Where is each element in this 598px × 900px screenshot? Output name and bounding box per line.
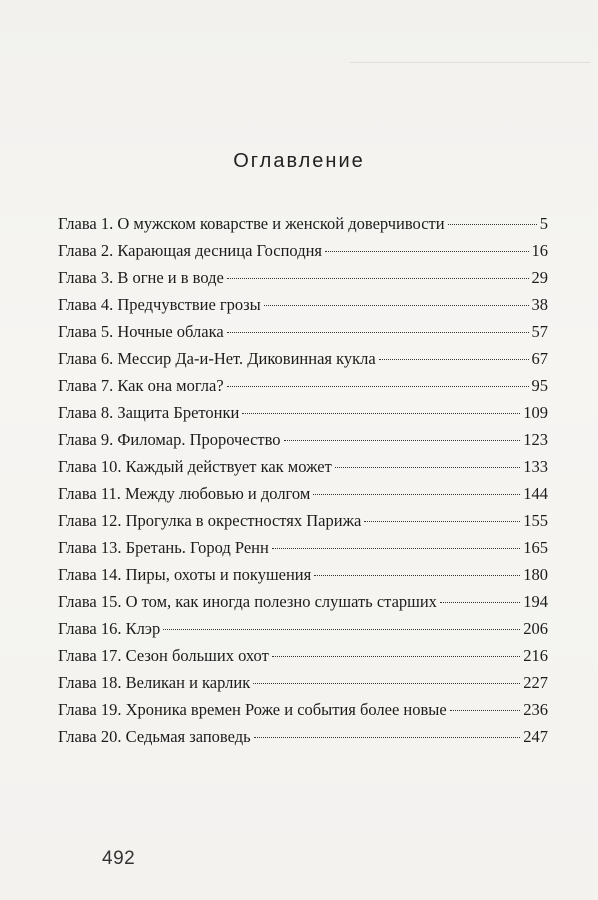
toc-entry-page: 216 [523,646,548,665]
toc-heading: Оглавление [233,150,365,172]
toc-entry-title: Глава 7. Как она могла? [58,376,224,395]
toc-dot-leader [254,737,521,738]
toc-entry-page: 180 [523,565,548,584]
toc-entry-title: Глава 20. Седьмая заповедь [58,727,251,746]
toc-entry [58,615,548,642]
toc-entry [58,642,548,669]
toc-dot-leader [253,683,520,684]
table-of-contents [58,210,548,750]
toc-entry-title: Глава 6. Мессир Да-и-Нет. Диковинная кукла [58,349,376,368]
toc-entry-title: Глава 15. О том, как иногда полезно слушать старших [58,592,437,611]
toc-entry-title: Глава 14. Пиры, охоты и покушения [58,565,312,584]
toc-entry-title: Глава 5. Ночные облака [58,322,224,341]
toc-entry [58,345,548,372]
toc-entry-page: 206 [523,619,548,638]
toc-entry [58,210,548,237]
toc-entry [58,588,548,615]
toc-dot-leader [314,575,520,576]
toc-entry-page: 5 [539,214,548,233]
toc-entry-title: Глава 13. Бретань. Город Ренн [58,538,269,557]
toc-entry-page: 133 [523,457,548,476]
toc-dot-leader [227,386,529,387]
toc-entry-title: Глава 4. Предчувствие грозы [58,295,261,314]
toc-entry-title: Глава 8. Защита Бретонки [58,403,240,422]
toc-dot-leader [272,656,520,657]
toc-entry [58,318,548,345]
toc-entry-title: Глава 17. Сезон больших охот [58,646,269,665]
toc-entry [58,480,548,507]
toc-dot-leader [448,224,537,225]
toc-dot-leader [284,440,521,441]
toc-entry-page: 227 [523,673,548,692]
toc-entry-page: 123 [523,430,548,449]
toc-entry [58,291,548,318]
toc-dot-leader [163,629,520,630]
toc-entry-page: 155 [523,511,548,530]
toc-entry-page: 57 [531,322,548,341]
toc-entry-page: 247 [523,727,548,746]
toc-entry [58,723,548,750]
toc-dot-leader [264,305,529,306]
toc-entry [58,264,548,291]
toc-dot-leader [227,332,529,333]
toc-entry-page: 144 [523,484,548,503]
toc-entry-page: 67 [531,349,548,368]
toc-dot-leader [272,548,520,549]
toc-entry [58,453,548,480]
toc-dot-leader [325,251,528,252]
toc-entry-page: 29 [531,268,548,287]
toc-dot-leader [379,359,529,360]
bleed-through-header-rule [350,40,590,63]
toc-dot-leader [364,521,520,522]
toc-entry-page: 38 [531,295,548,314]
toc-entry-page: 109 [523,403,548,422]
toc-dot-leader [450,710,521,711]
toc-entry-title: Глава 18. Великан и карлик [58,673,251,692]
toc-entry [58,237,548,264]
toc-dot-leader [227,278,529,279]
toc-entry-title: Глава 9. Филомар. Пророчество [58,430,281,449]
toc-entry-title: Глава 19. Хроника времен Роже и события более новые [58,700,447,719]
toc-entry-title: Глава 11. Между любовью и долгом [58,484,311,503]
toc-entry [58,696,548,723]
toc-dot-leader [313,494,520,495]
toc-entry [58,669,548,696]
toc-entry-page: 165 [523,538,548,557]
toc-entry-title: Глава 16. Клэр [58,619,161,638]
toc-entry-title: Глава 2. Карающая десница Господня [58,241,323,260]
toc-entry-page: 194 [523,592,548,611]
toc-entry-page: 236 [523,700,548,719]
toc-dot-leader [335,467,520,468]
toc-entry-title: Глава 1. О мужском коварстве и женской доверчивости [58,214,445,233]
toc-entry-page: 95 [531,376,548,395]
page-number: 492 [102,848,136,869]
toc-entry-page: 16 [531,241,548,260]
toc-entry [58,534,548,561]
toc-entry-title: Глава 10. Каждый действует как может [58,457,332,476]
toc-entry-title: Глава 3. В огне и в воде [58,268,224,287]
toc-dot-leader [242,413,520,414]
toc-entry [58,372,548,399]
toc-entry-title: Глава 12. Прогулка в окрестностях Парижа [58,511,362,530]
toc-dot-leader [440,602,520,603]
toc-entry [58,561,548,588]
toc-entry [58,426,548,453]
toc-entry [58,399,548,426]
toc-entry [58,507,548,534]
